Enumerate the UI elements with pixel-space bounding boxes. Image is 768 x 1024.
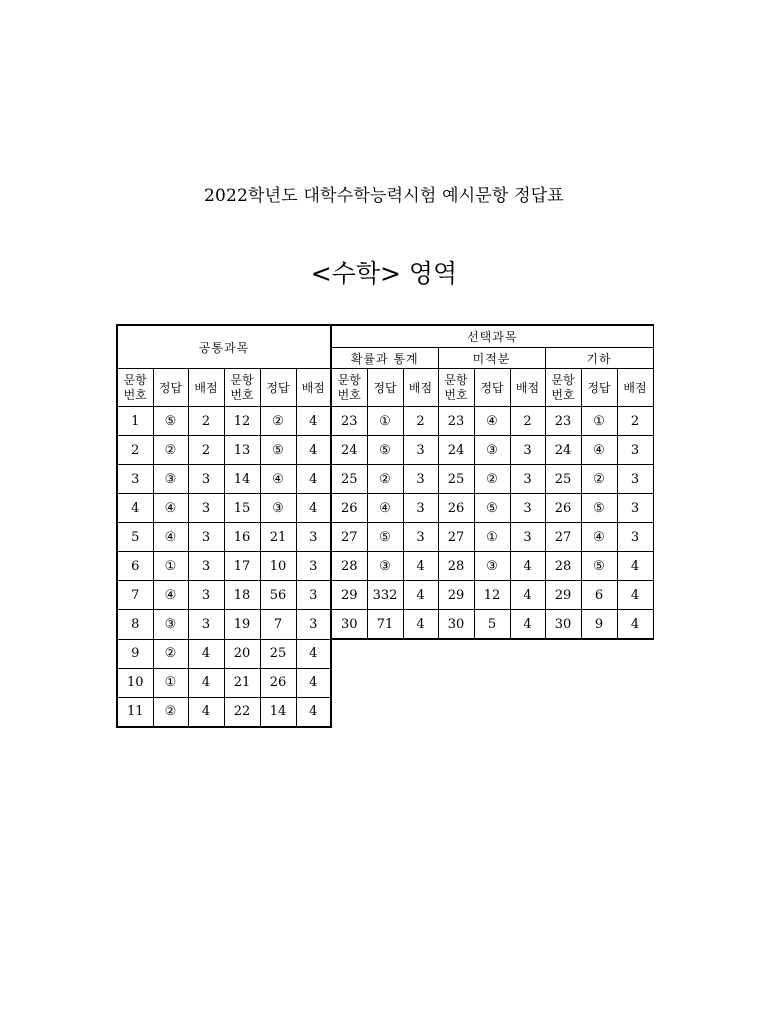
table-row	[117, 610, 653, 640]
column-label-number-top: 문항	[551, 372, 575, 387]
elective-subject-header: 선택과목	[331, 325, 653, 348]
common-points-cell: 4	[296, 465, 331, 494]
probability-statistics-number-cell: 30	[331, 610, 367, 640]
probability-statistics-points-cell: 4	[403, 610, 438, 640]
header-row-groups	[117, 325, 653, 348]
geometry-number-cell: 28	[545, 552, 581, 581]
geometry-number-cell: 26	[545, 494, 581, 523]
calculus-answer-cell: ①	[474, 523, 510, 552]
probability-statistics-answer-cell: ①	[367, 407, 403, 436]
common-subject-header: 공통과목	[117, 325, 331, 369]
geometry-number-cell: 25	[545, 465, 581, 494]
geometry-number-cell: 29	[545, 581, 581, 610]
column-label-number-top: 문항	[230, 372, 254, 387]
common-number-cell: 2	[117, 436, 153, 465]
common-answer-cell: ②	[153, 639, 188, 668]
common-number-cell: 18	[224, 581, 260, 610]
probability-statistics-points-cell: 4	[403, 552, 438, 581]
common-points-cell: 3	[296, 552, 331, 581]
column-label-points: 배점	[403, 369, 438, 407]
common-answer-cell: ②	[153, 697, 188, 727]
geometry-points-cell: 3	[617, 436, 653, 465]
column-label-answer: 정답	[581, 369, 617, 407]
column-label-number-bottom: 번호	[337, 387, 361, 402]
probability-statistics-number-cell: 25	[331, 465, 367, 494]
calculus-answer-cell: ③	[474, 436, 510, 465]
geometry-points-cell: 3	[617, 523, 653, 552]
common-number-cell: 20	[224, 639, 260, 668]
common-number-cell: 9	[117, 639, 153, 668]
common-number-cell: 3	[117, 465, 153, 494]
answer-table-body	[117, 325, 653, 727]
common-number-cell: 14	[224, 465, 260, 494]
common-points-cell: 4	[296, 697, 331, 727]
probability-statistics-answer-cell: ③	[367, 552, 403, 581]
probability-statistics-points-cell: 3	[403, 465, 438, 494]
geometry-points-cell: 3	[617, 494, 653, 523]
geometry-answer-cell: 6	[581, 581, 617, 610]
column-label-answer: 정답	[260, 369, 296, 407]
geometry-answer-cell: ④	[581, 523, 617, 552]
common-points-cell: 3	[188, 523, 224, 552]
common-points-cell: 3	[296, 581, 331, 610]
common-points-cell: 3	[188, 465, 224, 494]
common-number-cell: 15	[224, 494, 260, 523]
geometry-points-cell: 4	[617, 610, 653, 640]
common-number-cell: 16	[224, 523, 260, 552]
empty-area	[331, 639, 653, 668]
common-answer-cell: ⑤	[260, 436, 296, 465]
column-label-number	[331, 369, 367, 407]
probability-statistics-answer-cell: 71	[367, 610, 403, 640]
column-label-number-bottom: 번호	[230, 387, 254, 402]
common-answer-cell: 14	[260, 697, 296, 727]
common-points-cell: 4	[296, 494, 331, 523]
probability-statistics-number-cell: 29	[331, 581, 367, 610]
calculus-points-cell: 4	[510, 610, 545, 640]
probability-statistics-answer-cell: ②	[367, 465, 403, 494]
geometry-number-cell: 24	[545, 436, 581, 465]
calculus-points-cell: 3	[510, 494, 545, 523]
calculus-number-cell: 23	[438, 407, 474, 436]
common-answer-cell: 26	[260, 668, 296, 697]
common-points-cell: 4	[188, 697, 224, 727]
geometry-points-cell: 4	[617, 581, 653, 610]
common-points-cell: 3	[296, 523, 331, 552]
common-answer-cell: ②	[153, 436, 188, 465]
common-points-cell: 4	[296, 436, 331, 465]
calculus-number-cell: 29	[438, 581, 474, 610]
common-points-cell: 4	[296, 407, 331, 436]
common-answer-cell: ①	[153, 552, 188, 581]
probability-statistics-number-cell: 26	[331, 494, 367, 523]
column-label-answer: 정답	[367, 369, 403, 407]
document-title: 2022학년도 대학수학능력시험 예시문항 정답표	[203, 186, 565, 206]
probability-statistics-points-cell: 4	[403, 581, 438, 610]
common-points-cell: 4	[296, 668, 331, 697]
geometry-answer-cell: 9	[581, 610, 617, 640]
common-answer-cell: ⑤	[153, 407, 188, 436]
geometry-answer-cell: ⑤	[581, 494, 617, 523]
column-label-answer: 정답	[153, 369, 188, 407]
calculus-number-cell: 28	[438, 552, 474, 581]
calculus-points-cell: 2	[510, 407, 545, 436]
common-answer-cell: 7	[260, 610, 296, 640]
calculus-points-cell: 3	[510, 523, 545, 552]
table-row	[117, 668, 653, 697]
probability-statistics-points-cell: 3	[403, 436, 438, 465]
common-answer-cell: 25	[260, 639, 296, 668]
empty-area	[331, 697, 653, 727]
common-number-cell: 17	[224, 552, 260, 581]
table-row	[117, 465, 653, 494]
table-row	[117, 697, 653, 727]
elective-header-probability-statistics: 확률과 통계	[331, 348, 438, 369]
column-label-number-bottom: 번호	[123, 387, 147, 402]
calculus-points-cell: 4	[510, 552, 545, 581]
common-number-cell: 10	[117, 668, 153, 697]
calculus-number-cell: 25	[438, 465, 474, 494]
geometry-points-cell: 4	[617, 552, 653, 581]
elective-header-calculus: 미적분	[438, 348, 545, 369]
column-label-points: 배점	[510, 369, 545, 407]
geometry-number-cell: 23	[545, 407, 581, 436]
elective-header-geometry: 기하	[545, 348, 653, 369]
empty-area	[331, 668, 653, 697]
common-number-cell: 4	[117, 494, 153, 523]
column-label-number-top: 문항	[444, 372, 468, 387]
common-number-cell: 1	[117, 407, 153, 436]
header-row-columns	[117, 369, 653, 407]
column-label-answer: 정답	[474, 369, 510, 407]
common-number-cell: 19	[224, 610, 260, 640]
common-points-cell: 4	[188, 668, 224, 697]
common-answer-cell: ③	[153, 465, 188, 494]
table-row	[117, 494, 653, 523]
common-number-cell: 13	[224, 436, 260, 465]
document-subtitle: <수학> 영역	[310, 259, 458, 288]
common-answer-cell: ③	[153, 610, 188, 640]
calculus-number-cell: 27	[438, 523, 474, 552]
common-points-cell: 4	[188, 639, 224, 668]
calculus-points-cell: 4	[510, 581, 545, 610]
probability-statistics-number-cell: 27	[331, 523, 367, 552]
column-label-number	[545, 369, 581, 407]
calculus-answer-cell: ⑤	[474, 494, 510, 523]
common-answer-cell: ③	[260, 494, 296, 523]
probability-statistics-answer-cell: ④	[367, 494, 403, 523]
geometry-number-cell: 30	[545, 610, 581, 640]
geometry-points-cell: 3	[617, 465, 653, 494]
probability-statistics-points-cell: 3	[403, 494, 438, 523]
common-answer-cell: ①	[153, 668, 188, 697]
table-row	[117, 407, 653, 436]
common-number-cell: 21	[224, 668, 260, 697]
column-label-number-bottom: 번호	[444, 387, 468, 402]
common-number-cell: 8	[117, 610, 153, 640]
calculus-answer-cell: 12	[474, 581, 510, 610]
calculus-answer-cell: 5	[474, 610, 510, 640]
common-answer-cell: 56	[260, 581, 296, 610]
geometry-points-cell: 2	[617, 407, 653, 436]
column-label-points: 배점	[296, 369, 331, 407]
probability-statistics-number-cell: 24	[331, 436, 367, 465]
table-row	[117, 523, 653, 552]
calculus-number-cell: 24	[438, 436, 474, 465]
calculus-answer-cell: ④	[474, 407, 510, 436]
common-answer-cell: ④	[260, 465, 296, 494]
common-points-cell: 2	[188, 436, 224, 465]
column-label-number-bottom: 번호	[551, 387, 575, 402]
common-answer-cell: ④	[153, 523, 188, 552]
common-answer-cell: ②	[260, 407, 296, 436]
common-points-cell: 4	[296, 639, 331, 668]
calculus-answer-cell: ③	[474, 552, 510, 581]
calculus-points-cell: 3	[510, 465, 545, 494]
column-label-number	[224, 369, 260, 407]
table-row	[117, 436, 653, 465]
probability-statistics-answer-cell: ⑤	[367, 436, 403, 465]
answer-table	[116, 324, 654, 728]
column-label-number	[117, 369, 153, 407]
common-answer-cell: ④	[153, 494, 188, 523]
table-row	[117, 639, 653, 668]
column-label-points: 배점	[617, 369, 653, 407]
column-label-points: 배점	[188, 369, 224, 407]
common-answer-cell: ④	[153, 581, 188, 610]
column-label-number-top: 문항	[123, 372, 147, 387]
common-points-cell: 2	[188, 407, 224, 436]
calculus-points-cell: 3	[510, 436, 545, 465]
table-row	[117, 552, 653, 581]
geometry-answer-cell: ⑤	[581, 552, 617, 581]
common-points-cell: 3	[188, 610, 224, 640]
probability-statistics-number-cell: 23	[331, 407, 367, 436]
geometry-answer-cell: ④	[581, 436, 617, 465]
common-points-cell: 3	[188, 494, 224, 523]
probability-statistics-number-cell: 28	[331, 552, 367, 581]
probability-statistics-answer-cell: 332	[367, 581, 403, 610]
common-points-cell: 3	[188, 581, 224, 610]
calculus-number-cell: 26	[438, 494, 474, 523]
geometry-answer-cell: ②	[581, 465, 617, 494]
common-number-cell: 11	[117, 697, 153, 727]
common-answer-cell: 10	[260, 552, 296, 581]
common-points-cell: 3	[296, 610, 331, 640]
geometry-answer-cell: ①	[581, 407, 617, 436]
probability-statistics-points-cell: 3	[403, 523, 438, 552]
calculus-number-cell: 30	[438, 610, 474, 640]
probability-statistics-answer-cell: ⑤	[367, 523, 403, 552]
probability-statistics-points-cell: 2	[403, 407, 438, 436]
common-answer-cell: 21	[260, 523, 296, 552]
common-number-cell: 6	[117, 552, 153, 581]
common-points-cell: 3	[188, 552, 224, 581]
common-number-cell: 5	[117, 523, 153, 552]
common-number-cell: 7	[117, 581, 153, 610]
calculus-answer-cell: ②	[474, 465, 510, 494]
common-number-cell: 22	[224, 697, 260, 727]
geometry-number-cell: 27	[545, 523, 581, 552]
column-label-number-top: 문항	[337, 372, 361, 387]
column-label-number	[438, 369, 474, 407]
common-number-cell: 12	[224, 407, 260, 436]
table-row	[117, 581, 653, 610]
